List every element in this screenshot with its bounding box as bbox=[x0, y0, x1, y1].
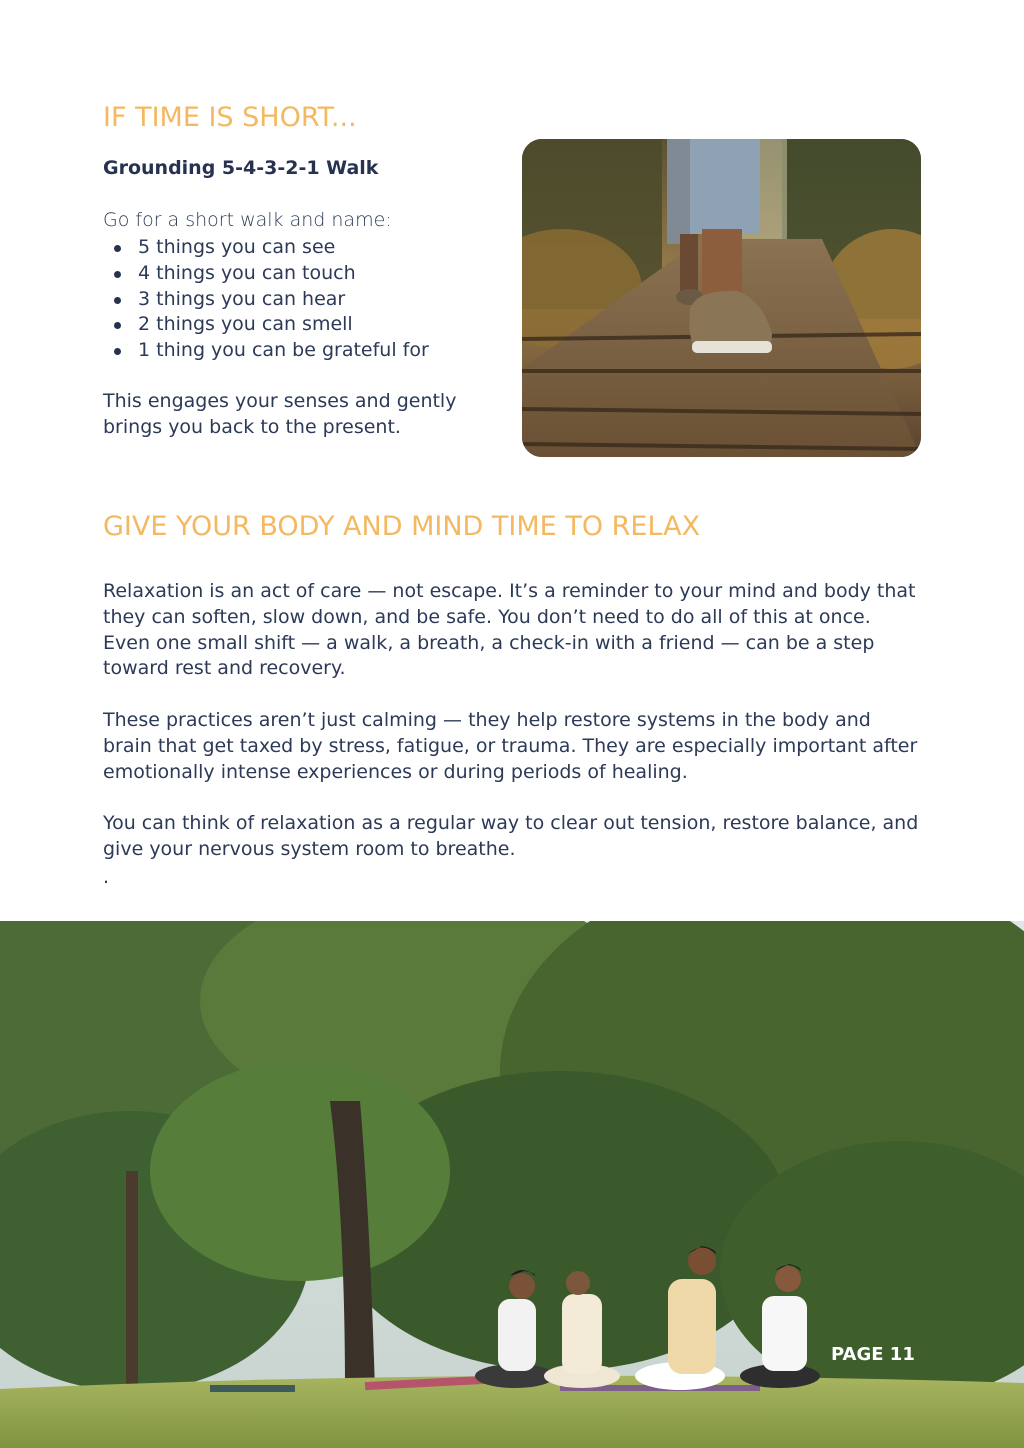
park-meditation-photo bbox=[0, 921, 1024, 1448]
bullet-icon bbox=[114, 348, 121, 355]
bullet-icon bbox=[114, 271, 121, 278]
section-heading-if-time-is-short: IF TIME IS SHORT... bbox=[103, 102, 357, 133]
list-item: 1 thing you can be grateful for bbox=[103, 338, 429, 364]
list-item: 4 things you can touch bbox=[103, 261, 429, 287]
section-heading-relax: GIVE YOUR BODY AND MIND TIME TO RELAX bbox=[103, 511, 701, 542]
body-paragraph: Relaxation is an act of care — not escape. It’s a reminder to your mind and body that they can soften, slow down, and be safe. You don’t need to do all of this at once. Even one small shift — a walk, a breath, a check-in with a friend — can be a step toward rest and recovery. bbox=[103, 580, 916, 680]
walking-photo-illustration bbox=[522, 139, 921, 457]
bullet-icon bbox=[114, 297, 121, 304]
list-item: 3 things you can hear bbox=[103, 287, 429, 313]
exercise-intro: Go for a short walk and name: bbox=[103, 209, 392, 231]
senses-list bbox=[103, 235, 429, 364]
bullet-icon bbox=[114, 322, 121, 329]
page-number: PAGE 11 bbox=[831, 1344, 915, 1365]
park-photo-illustration bbox=[0, 921, 1024, 1448]
body-paragraph: You can think of relaxation as a regular way to clear out tension, restore balance, and give your nervous system room to breathe. bbox=[103, 812, 919, 860]
body-paragraph: These practices aren’t just calming — they help restore systems in the body and brain that get taxed by stress, fatigue, or trauma. They are especially important after emotionally intense experiences or during periods of healing. bbox=[103, 709, 918, 783]
list-item: 2 things you can smell bbox=[103, 312, 429, 338]
walking-boardwalk-photo bbox=[522, 139, 921, 457]
list-item: 5 things you can see bbox=[103, 235, 429, 261]
exercise-closing: This engages your senses and gently brings you back to the present. bbox=[103, 390, 457, 438]
bullet-icon bbox=[114, 245, 121, 252]
trailing-mark: . bbox=[103, 866, 110, 888]
exercise-title: Grounding 5-4-3-2-1 Walk bbox=[103, 157, 379, 179]
